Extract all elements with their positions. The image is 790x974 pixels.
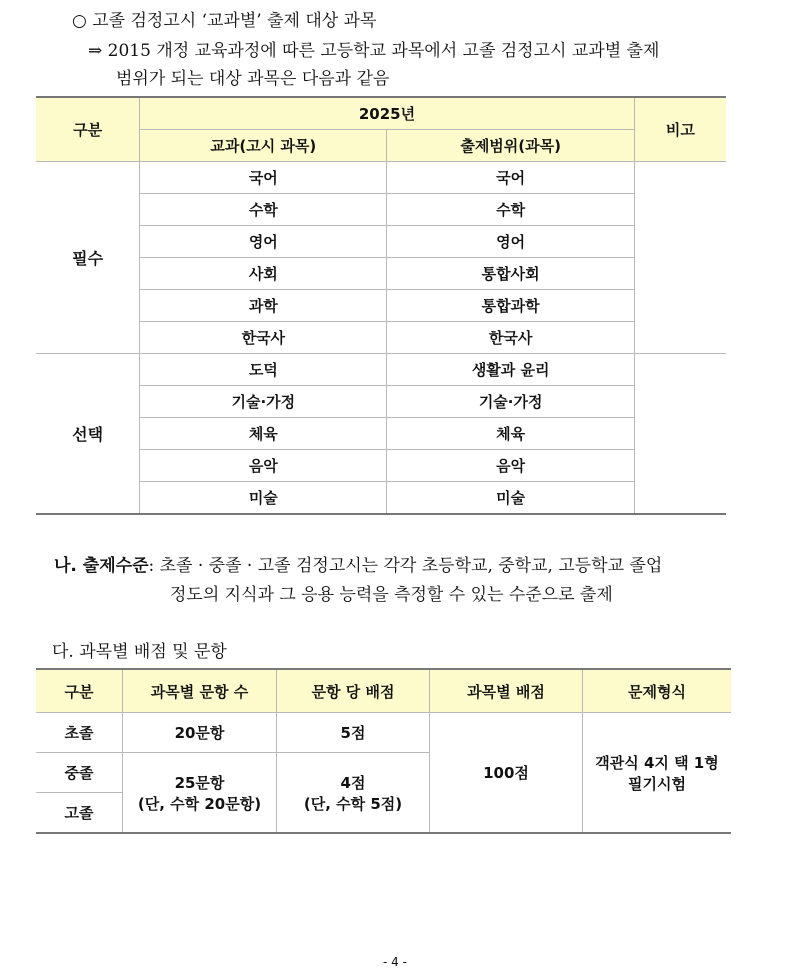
- subject-cell: 기술·가정: [140, 386, 387, 418]
- subject-cell: 영어: [140, 226, 387, 258]
- subject-cell: 도덕: [140, 354, 387, 386]
- table-row: [36, 450, 726, 482]
- format-line2: 필기시험: [628, 774, 686, 793]
- elementary-points: 5점: [277, 713, 430, 753]
- scope-cell: 영어: [387, 226, 634, 258]
- points-table: [36, 668, 731, 834]
- table-row: [36, 354, 726, 386]
- table-row: [36, 290, 726, 322]
- subject-cell: 미술: [140, 482, 387, 515]
- header-category: 구분: [36, 669, 123, 713]
- note-cell: [634, 162, 726, 354]
- format-line1: 객관식 4지 택 1형: [595, 753, 719, 772]
- header-year: 2025년: [140, 97, 635, 130]
- row-elementary: 초졸: [36, 713, 123, 753]
- table-row: [36, 386, 726, 418]
- subject-cell: 국어: [140, 162, 387, 194]
- table-row: [36, 482, 726, 515]
- table-row: [36, 194, 726, 226]
- elementary-items: 20문항: [123, 713, 277, 753]
- middle-high-points: [277, 753, 430, 834]
- items-note: (단, 수학 20문항): [137, 794, 262, 813]
- group-required: 필수: [36, 162, 140, 354]
- subject-scope-table: [36, 96, 726, 515]
- row-middle: 중졸: [36, 753, 123, 793]
- header-note: 비고: [634, 97, 726, 162]
- middle-high-items: [123, 753, 277, 834]
- scope-cell: 한국사: [387, 322, 634, 354]
- table-row: [36, 226, 726, 258]
- total-points: 100점: [430, 713, 583, 834]
- scope-cell: 수학: [387, 194, 634, 226]
- section-da-title: 다. 과목별 배점 및 문항: [52, 642, 227, 662]
- subject-cell: 사회: [140, 258, 387, 290]
- table-row: [36, 418, 726, 450]
- points-value: 4점: [340, 773, 366, 792]
- header-item-count: 과목별 문항 수: [123, 669, 277, 713]
- table-row: [36, 322, 726, 354]
- table-row: [36, 162, 726, 194]
- scope-cell: 기술·가정: [387, 386, 634, 418]
- group-elective: 선택: [36, 354, 140, 515]
- scope-cell: 통합사회: [387, 258, 634, 290]
- scope-cell: 생활과 윤리: [387, 354, 634, 386]
- subject-cell: 한국사: [140, 322, 387, 354]
- header-subject: 교과(고시 과목): [140, 130, 387, 162]
- section-na-label: 나. 출제수준: [54, 556, 149, 576]
- heading-1-sub-line2: 범위가 되는 대상 과목은 다음과 같음: [116, 69, 390, 89]
- subject-cell: 음악: [140, 450, 387, 482]
- table-row: [36, 713, 731, 753]
- items-value: 25문항: [174, 773, 225, 792]
- scope-cell: 음악: [387, 450, 634, 482]
- row-high: 고졸: [36, 793, 123, 834]
- header-category: 구분: [36, 97, 140, 162]
- heading-1-sub-text: 2015 개정 교육과정에 따른 고등학교 과목에서 고졸 검정고시 교과별 출제: [107, 41, 660, 61]
- header-format: 문제형식: [583, 669, 732, 713]
- scope-cell: 미술: [387, 482, 634, 515]
- page-number: - 4 -: [383, 955, 407, 969]
- header-points-per-item: 문항 당 배점: [277, 669, 430, 713]
- subject-cell: 체육: [140, 418, 387, 450]
- points-note: (단, 수학 5점): [303, 794, 403, 813]
- header-scope: 출제범위(과목): [387, 130, 634, 162]
- heading-1-sub-line1: [88, 36, 659, 61]
- section-na-line1: [54, 551, 662, 576]
- scope-cell: 국어: [387, 162, 634, 194]
- arrow-icon: ⇒: [88, 41, 103, 61]
- scope-cell: 체육: [387, 418, 634, 450]
- subject-cell: 수학: [140, 194, 387, 226]
- note-cell: [634, 354, 726, 515]
- header-subject-points: 과목별 배점: [430, 669, 583, 713]
- section-na-line2: 정도의 지식과 그 응용 능력을 측정할 수 있는 수준으로 출제: [170, 585, 613, 605]
- subject-cell: 과학: [140, 290, 387, 322]
- circle-bullet-icon: ○: [72, 11, 87, 31]
- table-row: [36, 258, 726, 290]
- scope-cell: 통합과학: [387, 290, 634, 322]
- heading-1: [72, 6, 376, 31]
- heading-1-text: 고졸 검정고시 ‘교과별’ 출제 대상 과목: [92, 11, 377, 31]
- section-na-text: : 초졸 · 중졸 · 고졸 검정고시는 각각 초등학교, 중학교, 고등학교 졸업: [148, 556, 663, 576]
- question-format: [583, 713, 732, 834]
